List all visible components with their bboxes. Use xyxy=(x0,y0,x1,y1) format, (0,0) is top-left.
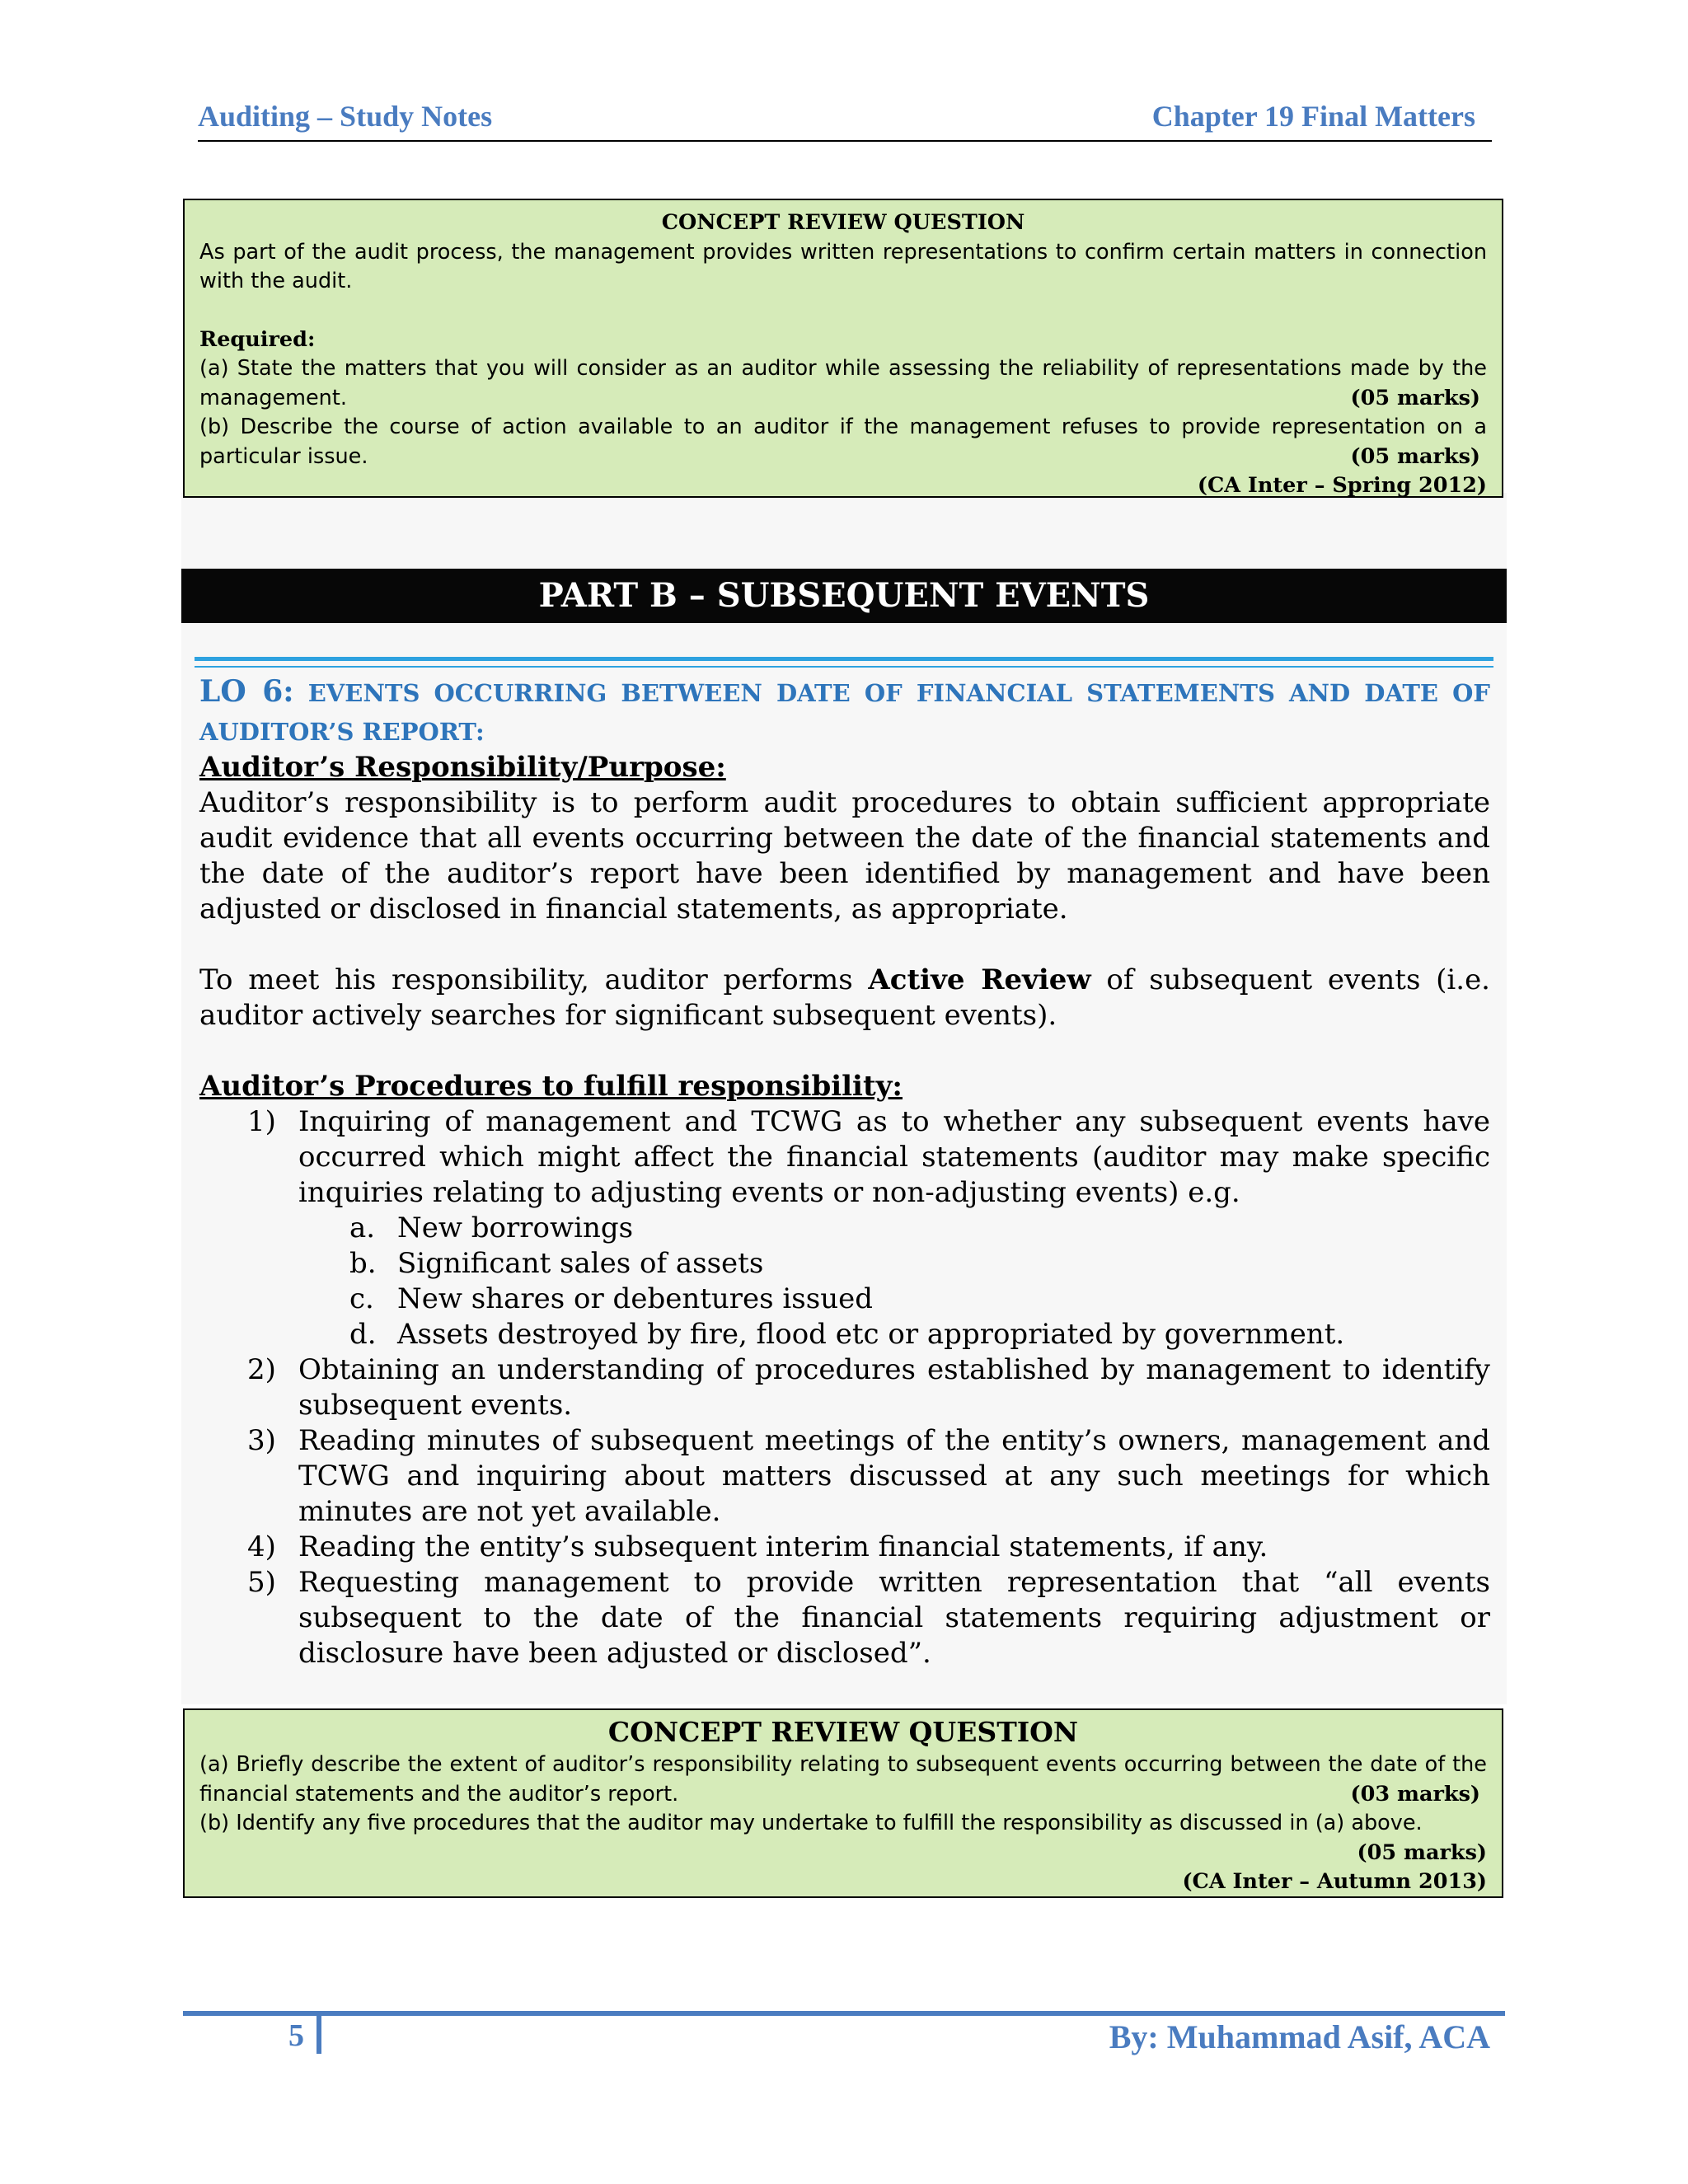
responsibility-paragraph: Auditor’s responsibility is to perform audit procedures to obtain sufficient appropriate audit evidence that all events occurring between the date of the financial statements and the date of the auditor’s report have been identified by management and have been adjusted or disclosed in financial statements, as appropriate. xyxy=(199,786,1490,926)
question-a: (a) Briefly describe the extent of auditor’s responsibility relating to subsequent events occurring between the date of the financial statements and the auditor’s report. xyxy=(199,1752,1487,1807)
list-item: 5) Requesting management to provide written representation that “all events subsequent to the date of the financial statements requiring adjustment or disclosure have been adjusted or disclosed”. xyxy=(247,1566,1490,1670)
procedures-list xyxy=(199,1104,1490,1671)
list-item: 3) Reading minutes of subsequent meetings of the entity’s owners, management and TCWG and inquiring about matters discussed at any such meetings for which minutes are not yet available. xyxy=(247,1424,1490,1528)
lo-number: LO 6: xyxy=(199,674,294,709)
question-b: (b) Describe the course of action available to an auditor if the management refuses to provide representation on a particular issue. xyxy=(199,415,1487,469)
part-b-heading: PART B – SUBSEQUENT EVENTS xyxy=(181,569,1507,623)
list-item: 4) Reading the entity’s subsequent interim financial statements, if any. xyxy=(247,1530,1268,1563)
question-b-marks: (05 marks) xyxy=(1350,443,1480,469)
list-item: b. Significant sales of assets xyxy=(349,1247,764,1280)
header-left-title: Auditing – Study Notes xyxy=(198,100,493,133)
question-a: (a) State the matters that you will consider as an auditor while assessing the reliability of representations made by the management. xyxy=(199,356,1487,410)
footer-author: By: Muhammad Asif, ACA xyxy=(1109,2018,1490,2055)
examples-sublist xyxy=(298,1211,1490,1352)
concept-review-intro: As part of the audit process, the management provides written representations to confirm certain matters in connection with the audit. xyxy=(199,239,1487,293)
responsibility-heading: Auditor’s Responsibility/Purpose: xyxy=(199,751,726,784)
question-source: (CA Inter – Autumn 2013) xyxy=(1182,1869,1487,1894)
main-content xyxy=(199,750,1490,1671)
lo-title: EVENTS OCCURRING BETWEEN DATE OF FINANCIAL STATEMENTS AND DATE OF AUDITOR’S REPORT: xyxy=(199,679,1490,746)
page-header xyxy=(198,99,1492,142)
required-label: Required: xyxy=(199,326,316,352)
active-review-term: Active Review xyxy=(868,963,1091,996)
question-source: (CA Inter – Spring 2012) xyxy=(1197,473,1487,498)
active-review-paragraph: To meet his responsibility, auditor performs Active Review of subsequent events (i.e. auditor actively searches for significant subsequent events). xyxy=(199,963,1490,1032)
question-a-marks: (03 marks) xyxy=(1350,1781,1480,1807)
concept-review-box-1 xyxy=(183,199,1503,498)
question-b: (b) Identify any five procedures that the auditor may undertake to fulfill the responsibility as discussed in (a) above. xyxy=(199,1811,1423,1835)
footer-separator xyxy=(316,2011,321,2054)
learning-objective-heading xyxy=(199,673,1490,752)
section-divider-thin xyxy=(195,666,1493,668)
header-chapter-title: Chapter 19 Final Matters xyxy=(1151,100,1475,133)
concept-review-title: CONCEPT REVIEW QUESTION xyxy=(607,1716,1079,1748)
list-item: 1) Inquiring of management and TCWG as to whether any subsequent events have occurred which might affect the financial statements (auditor may make specific inquiries relating to adjusting events or non-adjusting events) e.g. a. New borrowings b. Significant sales of assets c. New shares or debentures issued d. Assets destroyed by fire, flood etc or appropriated by government. xyxy=(247,1105,1490,1351)
question-b-marks: (05 marks) xyxy=(1357,1840,1487,1865)
list-item: d. Assets destroyed by fire, flood etc or appropriated by government. xyxy=(349,1318,1345,1351)
footer-rule xyxy=(183,2011,1505,2016)
question-a-marks: (05 marks) xyxy=(1350,385,1480,410)
concept-review-box-2 xyxy=(183,1708,1503,1898)
page-number: 5 xyxy=(288,2018,304,2053)
concept-review-title: CONCEPT REVIEW QUESTION xyxy=(661,210,1025,235)
procedures-heading: Auditor’s Procedures to fulfill responsibility: xyxy=(199,1070,903,1103)
list-item: c. New shares or debentures issued xyxy=(349,1282,873,1315)
section-divider xyxy=(195,657,1493,661)
list-item: a. New borrowings xyxy=(349,1212,634,1244)
list-item: 2) Obtaining an understanding of procedures established by management to identify subsequent events. xyxy=(247,1353,1490,1422)
